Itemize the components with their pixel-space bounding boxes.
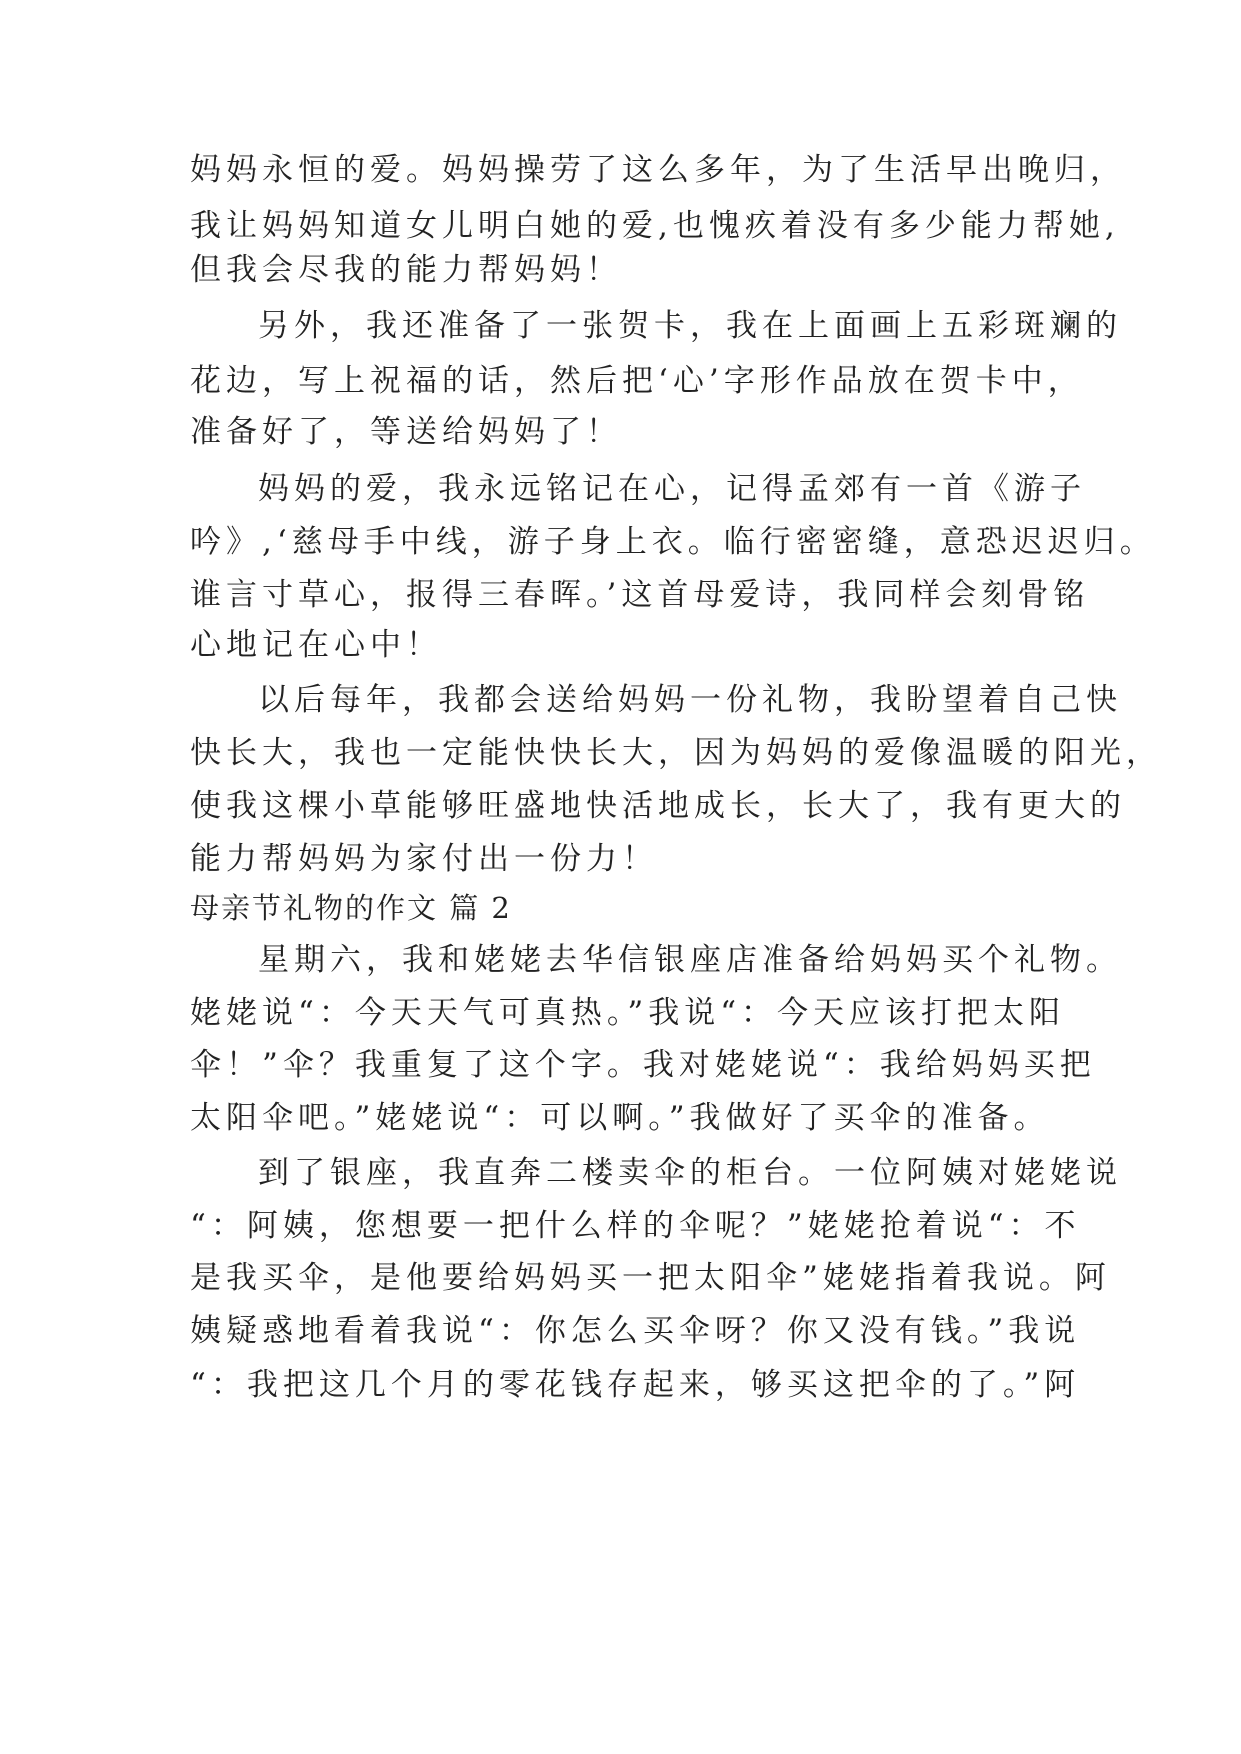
text-line: 谁言寸草心，报得三春晖。’这首母爱诗，我同样会刻骨铭 <box>190 577 1090 613</box>
text-line: 妈妈永恒的爱。妈妈操劳了这么多年，为了生活早出晚归， <box>190 152 1126 188</box>
text-line: 姥姥说“：今天天气可真热。”我说“：今天应该打把太阳 <box>190 995 1066 1031</box>
text-line: 准备好了，等送给妈妈了！ <box>190 414 622 450</box>
paragraph-first-line: 妈妈的爱，我永远铭记在心，记得孟郊有一首《游子 <box>258 471 1086 507</box>
text-line: 快长大，我也一定能快快长大，因为妈妈的爱像温暖的阳光， <box>190 735 1162 771</box>
text-line: 是我买伞，是他要给妈妈买一把太阳伞”姥姥指着我说。阿 <box>190 1260 1111 1296</box>
text-line: 太阳伞吧。”姥姥说“：可以啊。”我做好了买伞的准备。 <box>190 1100 1050 1136</box>
text-line: “：阿姨，您想要一把什么样的伞呢？”姥姥抢着说“：不 <box>190 1208 1081 1244</box>
text-line: 能力帮妈妈为家付出一份力！ <box>190 841 658 877</box>
paragraph-first-line: 以后每年，我都会送给妈妈一份礼物，我盼望着自己快 <box>258 682 1122 718</box>
text-line: 心地记在心中！ <box>190 627 442 663</box>
text-line: 使我这棵小草能够旺盛地快活地成长，长大了，我有更大的 <box>190 788 1126 824</box>
section-heading: 母亲节礼物的作文 篇 2 <box>190 891 512 925</box>
text-line: 姨疑惑地看着我说“：你怎么买伞呀？你又没有钱。”我说 <box>190 1313 1081 1349</box>
text-line: 但我会尽我的能力帮妈妈！ <box>190 252 622 288</box>
text-line: 我让妈妈知道女儿明白她的爱,也愧疚着没有多少能力帮她, <box>190 208 1120 244</box>
paragraph-first-line: 另外，我还准备了一张贺卡，我在上面画上五彩斑斓的 <box>258 308 1122 344</box>
paragraph-first-line: 星期六，我和姥姥去华信银座店准备给妈妈买个礼物。 <box>258 942 1122 978</box>
text-line: “：我把这几个月的零花钱存起来，够买这把伞的了。”阿 <box>190 1367 1081 1403</box>
text-line: 吟》,‘慈母手中线，游子身上衣。临行密密缝，意恐迟迟归。 <box>190 524 1156 560</box>
text-line: 伞！”伞？我重复了这个字。我对姥姥说“：我给妈妈买把 <box>190 1047 1096 1083</box>
text-line: 花边，写上祝福的话，然后把‘心’字形作品放在贺卡中， <box>190 363 1084 399</box>
paragraph-first-line: 到了银座，我直奔二楼卖伞的柜台。一位阿姨对姥姥说 <box>258 1155 1122 1191</box>
